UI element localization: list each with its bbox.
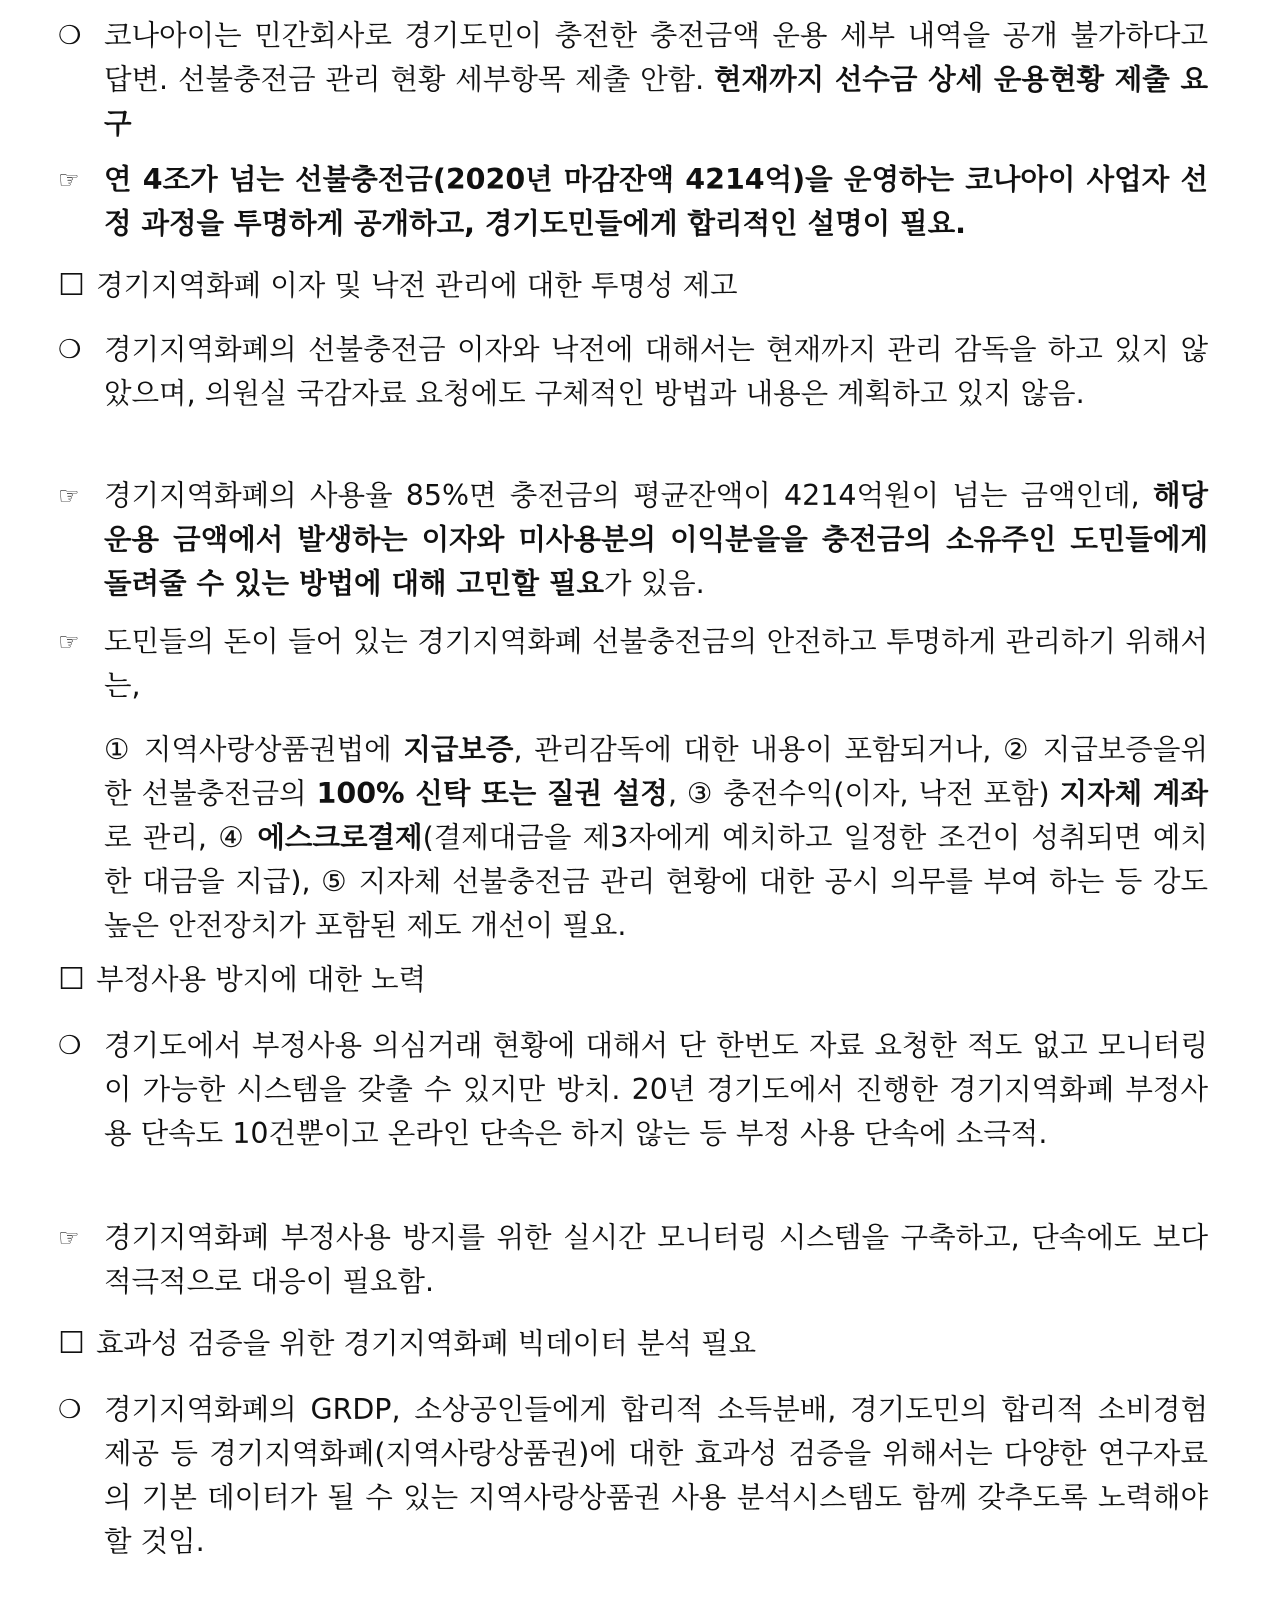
paragraph-text: 경기지역화폐의 GRDP, 소상공인들에게 합리적 소득분배, 경기도민의 합리적 소비경험 제공 등 경기지역화폐(지역사랑상품권)에 대한 효과성 검증을 위해서는 다양한 연구자료의 기본 데이터가 될 수 있는 지역사랑상품권 사용 분석시스템도 함께 갖추도록 노력해야 할 것임. — [104, 1393, 1208, 1558]
circle-bullet-icon: ❍ — [58, 1395, 82, 1425]
checkbox-square-icon: ☐ — [58, 268, 85, 303]
circle-bullet-icon: ❍ — [58, 1031, 82, 1061]
paragraph-effectiveness — [58, 1388, 1208, 1564]
paragraph-safe-management — [58, 620, 1208, 708]
section-heading-interest — [58, 264, 1208, 308]
list-bold-text: 지급보증 — [403, 733, 514, 766]
paragraph-realtime-system — [58, 1216, 1208, 1304]
checkbox-square-icon: ☐ — [58, 962, 85, 997]
section-heading-text: 경기지역화폐 이자 및 낙전 관리에 대한 투명성 제고 — [96, 269, 738, 302]
paragraph-bold-text: 해당 운용 금액에서 발생하는 이자와 미사용분의 이익분을을 충전금의 소유주인 도민들에게 돌려줄 수 있는 방법에 대해 고민할 필요 — [104, 479, 1208, 600]
section-heading-text: 부정사용 방지에 대한 노력 — [96, 963, 427, 996]
paragraph-selection-transparency — [58, 158, 1208, 246]
paragraph-text: 경기지역화폐 부정사용 방지를 위한 실시간 모니터링 시스템을 구축하고, 단속에도 보다 적극적으로 대응이 필요함. — [104, 1221, 1208, 1298]
section-heading-bigdata — [58, 1322, 1208, 1366]
paragraph-safeguard-list — [58, 728, 1208, 948]
section-heading-text: 효과성 검증을 위한 경기지역화폐 빅데이터 분석 필요 — [96, 1327, 757, 1360]
circle-bullet-icon: ❍ — [58, 21, 82, 51]
circle-bullet-icon: ❍ — [58, 335, 82, 365]
paragraph-text: 코나아이는 민간회사로 경기도민이 충전한 충전금액 운용 세부 내역을 공개 불가하다고 답변. 선불충전금 관리 현황 세부항목 제출 안함. — [104, 19, 1208, 96]
checkbox-square-icon: ☐ — [58, 1326, 85, 1361]
list-bold-text: 100% 신탁 또는 질권 설정 — [316, 777, 668, 810]
list-text: ① 지역사랑상품권법에 — [104, 733, 404, 766]
paragraph-konai-disclosure — [58, 14, 1208, 146]
paragraph-bold-text: 연 4조가 넘는 선불충전금(2020년 마감잔액 4214억)을 운영하는 코나아이 사업자 선정 과정을 투명하게 공개하고, 경기도민들에게 합리적인 설명이 필요. — [104, 163, 1208, 240]
paragraph-text: 경기지역화폐의 선불충전금 이자와 낙전에 대해서는 현재까지 관리 감독을 하고 있지 않았으며, 의원실 국감자료 요청에도 구체적인 방법과 내용은 계획하고 있지 않음. — [104, 333, 1208, 410]
list-bold-text: 지자체 계좌 — [1059, 777, 1209, 810]
paragraph-text: 도민들의 돈이 들어 있는 경기지역화폐 선불충전금의 안전하고 투명하게 관리하기 위해서는, — [104, 625, 1208, 702]
paragraph-bold-text: 현재까지 선수금 상세 운용현황 제출 요구 — [104, 63, 1208, 140]
list-text: 로 관리, ④ — [104, 821, 258, 854]
list-text: , 관리감독에 대한 내용이 포함되거나, ② 지급보증을위한 선불충전금의 — [104, 733, 1208, 810]
pointing-hand-icon: ☞ — [58, 1224, 80, 1252]
paragraph-fraud-monitoring — [58, 1024, 1208, 1156]
paragraph-usage-rate — [58, 474, 1208, 606]
paragraph-text: 경기도에서 부정사용 의심거래 현황에 대해서 단 한번도 자료 요청한 적도 없고 모니터링이 가능한 시스템을 갖출 수 있지만 방치. 20년 경기도에서 진행한 경기지역화폐 부정사용 단속도 10건뿐이고 온라인 단속은 하지 않는 등 부정 사용 단속에 소극적. — [104, 1029, 1208, 1150]
list-bold-text: 에스크로결제 — [257, 821, 423, 854]
paragraph-text-tail: 가 있음. — [604, 567, 705, 600]
paragraph-text: 경기지역화폐의 사용율 85%면 충전금의 평균잔액이 4214억원이 넘는 금액인데, — [104, 479, 1153, 512]
paragraph-interest-oversight — [58, 328, 1208, 416]
pointing-hand-icon: ☞ — [58, 628, 80, 656]
list-text: (결제대금을 제3자에게 예치하고 일정한 조건이 성취되면 예치한 대금을 지급), ⑤ 지자체 선불충전금 관리 현황에 대한 공시 의무를 부여 하는 등 강도 높은 안전장치가 포함된 제도 개선이 필요. — [104, 821, 1208, 942]
pointing-hand-icon: ☞ — [58, 482, 80, 510]
list-text: , ③ 충전수익(이자, 낙전 포함) — [667, 777, 1060, 810]
section-heading-fraud — [58, 958, 1208, 1002]
pointing-hand-icon: ☞ — [58, 166, 80, 194]
